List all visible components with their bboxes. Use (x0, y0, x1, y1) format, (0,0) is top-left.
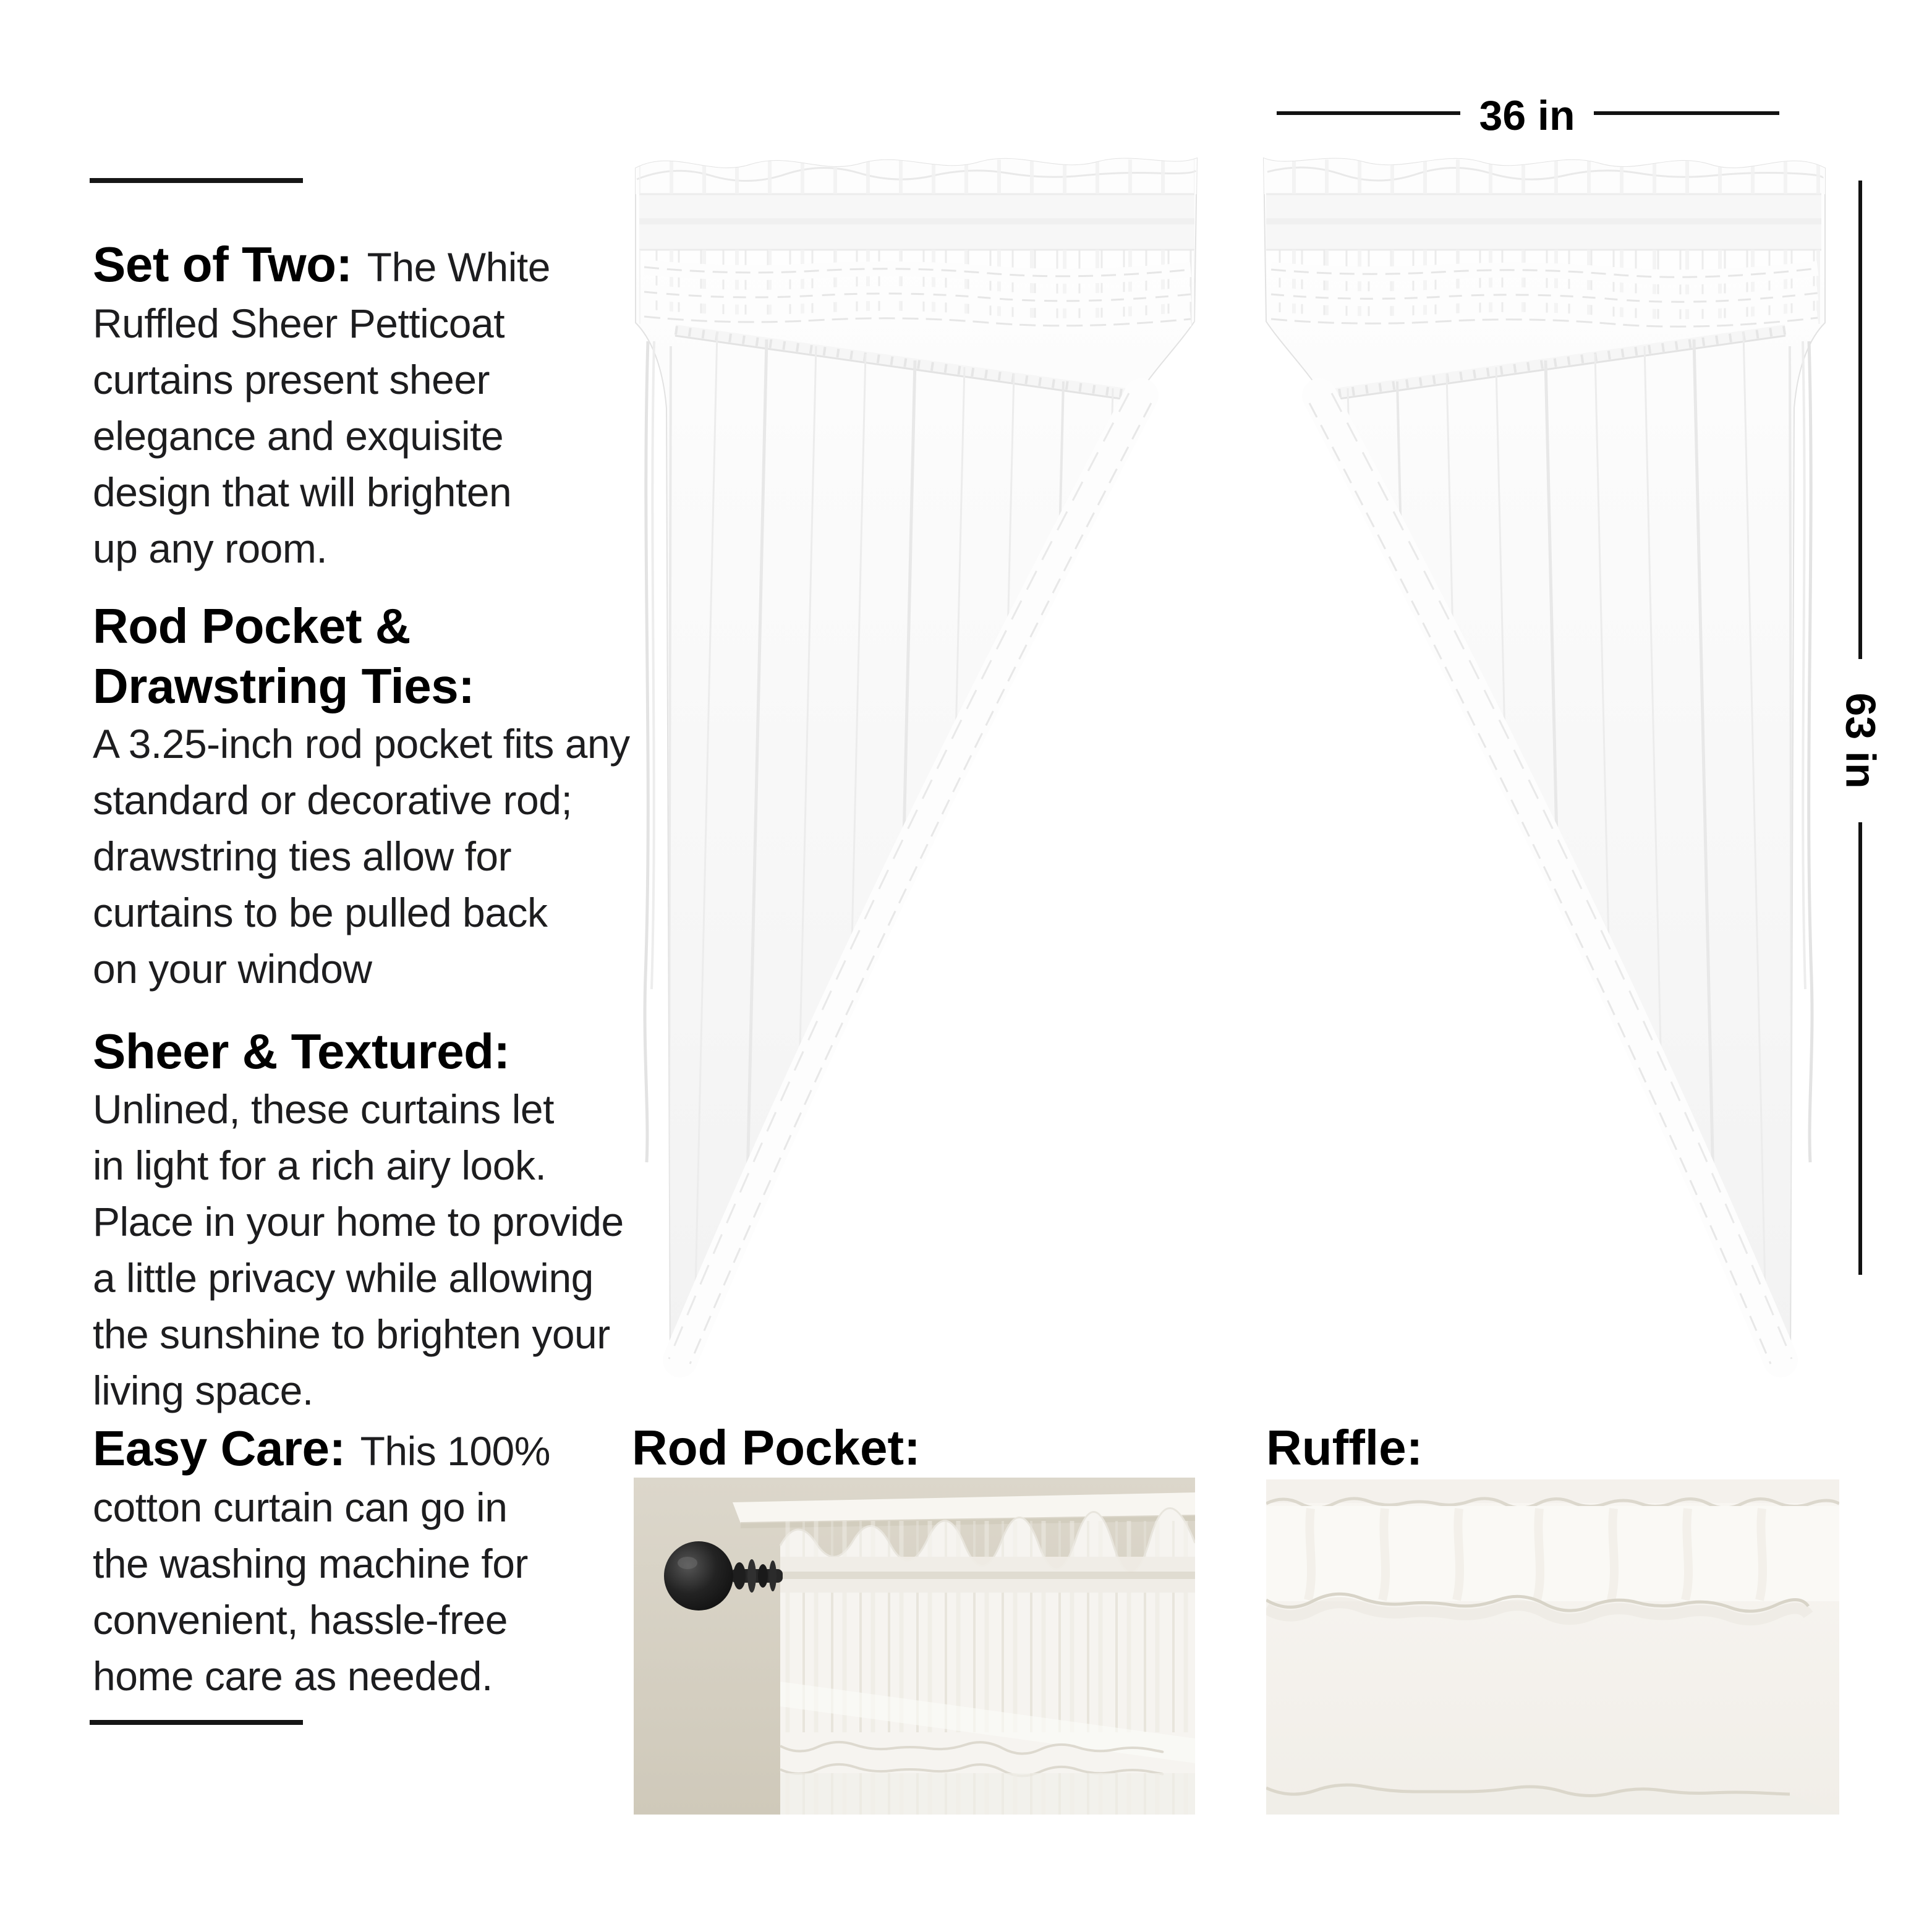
text-line (93, 236, 550, 296)
text-line: the sunshine to brighten your (93, 1311, 610, 1357)
finial-highlight (678, 1557, 697, 1569)
tie-string (1803, 341, 1812, 1162)
text-line: living space. (93, 1368, 313, 1413)
height-dimension-line-bottom (1858, 822, 1862, 1275)
ruffle-photo (1266, 1479, 1839, 1815)
text-line: convenient, hassle-free (93, 1597, 508, 1643)
ruffle-caption: Ruffle: (1266, 1420, 1423, 1475)
text-line: elegance and exquisite (93, 413, 504, 459)
rod-pocket-photo (634, 1478, 1195, 1815)
gather-ticks (1266, 160, 1821, 194)
text-line: cotton curtain can go in (93, 1484, 508, 1530)
section-set-of-two (93, 236, 550, 577)
section-text: This 100% (360, 1428, 550, 1474)
text-line: home care as needed. (93, 1653, 493, 1699)
finial-ring (747, 1559, 756, 1593)
section-heading: Rod Pocket & (93, 598, 411, 653)
header-ruffle-rows (1271, 268, 1818, 326)
curtain-panel-left (634, 156, 1198, 1369)
text-line: Unlined, these curtains let (93, 1086, 554, 1132)
divider-top (90, 178, 303, 183)
section-text: The White (367, 244, 550, 290)
finial-ball (664, 1541, 733, 1611)
gather-ticks (639, 160, 1194, 194)
height-dimension-line-top (1858, 181, 1862, 659)
section-heading: Set of Two: (93, 237, 352, 292)
width-dimension-line-left (1277, 111, 1460, 115)
curtain-panel-right (1262, 156, 1826, 1369)
finial-ring (758, 1564, 768, 1588)
text-line: curtains to be pulled back (93, 890, 548, 935)
finial-ring (733, 1562, 746, 1589)
width-dimension-line-right (1594, 111, 1779, 115)
text-line: on your window (93, 946, 372, 992)
text-line: curtains present sheer (93, 357, 490, 402)
height-dimension-label: 63 in (1837, 692, 1884, 789)
finial-ring (769, 1560, 777, 1591)
text-line: Ruffled Sheer Petticoat (93, 300, 505, 346)
width-dimension-label: 36 in (1479, 92, 1575, 139)
curtain-fabric (780, 1508, 1195, 1815)
text-line: up any room. (93, 526, 328, 571)
text-line: standard or decorative rod; (93, 777, 572, 823)
text-line: drawstring ties allow for (93, 833, 512, 879)
text-line: Place in your home to provide (93, 1199, 624, 1245)
tie-string (645, 341, 654, 1162)
text-line (93, 1420, 550, 1479)
section-heading: Easy Care: (93, 1421, 346, 1476)
curtains-illustration (618, 142, 1849, 1385)
bottom-gathers-texture (780, 1773, 1195, 1815)
section-heading: Drawstring Ties: (93, 658, 475, 713)
text-line: in light for a rich airy look. (93, 1143, 547, 1188)
divider-bottom (90, 1720, 303, 1725)
text-line: the washing machine for (93, 1541, 528, 1586)
section-heading: Sheer & Textured: (93, 1024, 510, 1079)
text-line: A 3.25-inch rod pocket fits any (93, 721, 630, 767)
gathered-pleats-upper (780, 1521, 1195, 1557)
section-sheer-textured (93, 1021, 624, 1419)
text-line: a little privacy while allowing (93, 1255, 594, 1301)
text-line: design that will brighten (93, 469, 512, 515)
rod-pocket-caption: Rod Pocket: (632, 1420, 921, 1475)
section-rod-pocket-drawstring (93, 596, 630, 997)
section-easy-care (93, 1420, 550, 1704)
